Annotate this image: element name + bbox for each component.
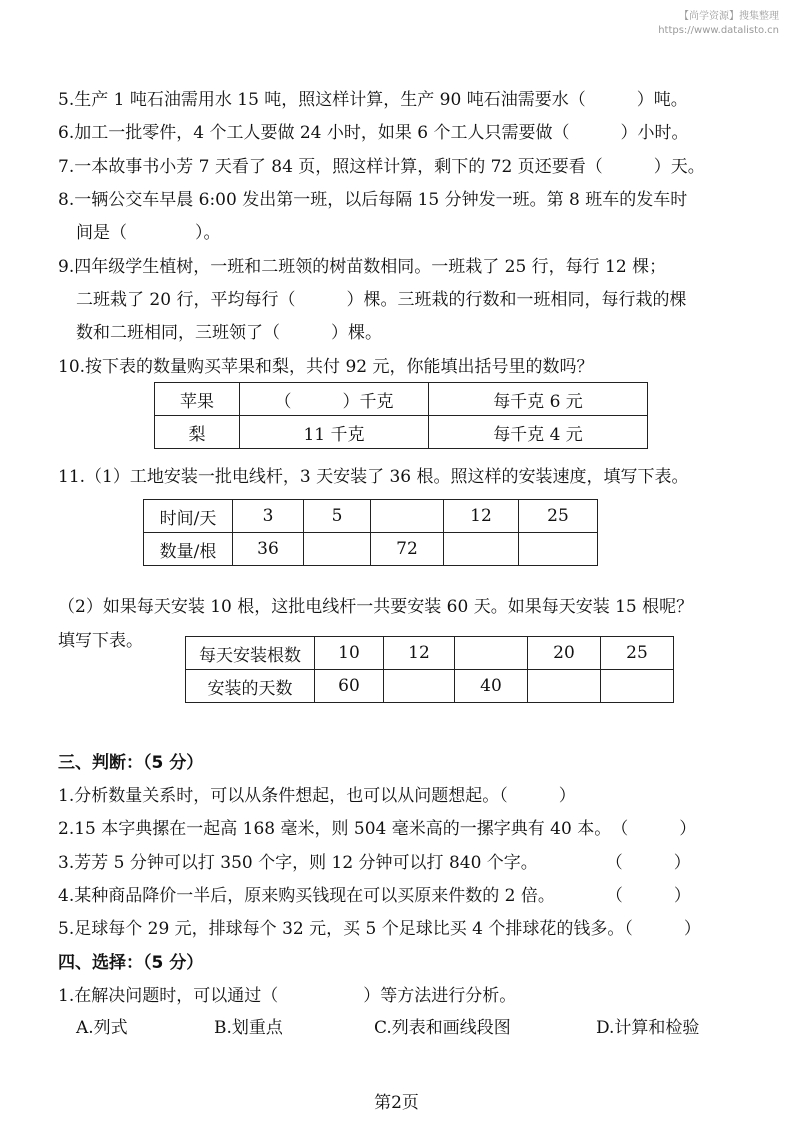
question-10: 10.按下表的数量购买苹果和梨，共付 92 元，你能填出括号里的数吗？: [58, 357, 594, 377]
question-6: 6.加工一批零件，4 个工人要做 24 小时，如果 6 个工人只需要做（ ）小时。: [58, 123, 689, 143]
option-b[interactable]: B.划重点: [214, 1018, 283, 1038]
table-cell: 梨: [155, 416, 240, 449]
table-row: [144, 500, 598, 533]
install-days-table: [185, 636, 674, 703]
table-cell: 5: [304, 500, 371, 533]
watermark-line1: 【尚学资源】搜集整理: [679, 11, 779, 22]
table-cell: 时间/天: [144, 500, 233, 533]
install-time-table: [143, 499, 598, 566]
table-cell: 苹果: [155, 383, 240, 416]
question-8-line2: 间是（ ）。: [76, 223, 221, 243]
watermark: [589, 10, 779, 38]
question-8-line1: 8.一辆公交车早晨 6:00 发出第一班，以后每隔 15 分钟发一班。第 8 班车的发车时: [58, 190, 688, 210]
table-row: [144, 533, 598, 566]
table-cell[interactable]: [455, 637, 528, 670]
table-cell[interactable]: [384, 670, 455, 703]
question-5: 5.生产 1 吨石油需用水 15 吨，照这样计算，生产 90 吨石油需要水（ ）吨。: [58, 90, 688, 110]
table-cell[interactable]: [304, 533, 371, 566]
judge-item-5: 5.足球每个 29 元，排球每个 32 元，买 5 个足球比买 4 个排球花的钱多。（ ）: [58, 919, 701, 939]
page-number: 第2页: [374, 1093, 419, 1113]
table-cell: 25: [519, 500, 598, 533]
watermark-line2: https://www.datalisto.cn: [658, 25, 779, 36]
question-7: 7.一本故事书小芳 7 天看了 84 页，照这样计算，剩下的 72 页还要看（ ）天。: [58, 157, 705, 177]
table-cell: 12: [444, 500, 519, 533]
judge-item-2: 2.15 本字典摞在一起高 168 毫米，则 504 毫米高的一摞字典有 40 本。 （ ）: [58, 819, 697, 839]
table-cell: 36: [233, 533, 304, 566]
table-cell: 12: [384, 637, 455, 670]
judge-item-3: 3.芳芳 5 分钟可以打 350 个字，则 12 分钟可以打 840 个字。 （ ）: [58, 853, 691, 873]
table-cell: 40: [455, 670, 528, 703]
table-cell: 安装的天数: [186, 670, 315, 703]
judge-item-4: 4.某种商品降价一半后，原来购买钱现在可以买原来件数的 2 倍。 （ ）: [58, 886, 691, 906]
table-cell: 数量/根: [144, 533, 233, 566]
option-a[interactable]: A.列式: [76, 1018, 128, 1038]
table-cell[interactable]: [444, 533, 519, 566]
table-cell: 3: [233, 500, 304, 533]
table-cell: 10: [315, 637, 384, 670]
table-cell[interactable]: [528, 670, 601, 703]
table-cell[interactable]: （ ）千克: [240, 383, 429, 416]
section-4-heading: 四、选择：（5 分）: [58, 953, 204, 973]
section-3-heading: 三、判断：（5 分）: [58, 753, 204, 773]
question-9-line3: 数和二班相同，三班领了（ ）棵。: [76, 323, 382, 343]
option-c[interactable]: C.列表和画线段图: [374, 1018, 511, 1038]
question-11-part1: 11.（1）工地安装一批电线杆，3 天安装了 36 根。照这样的安装速度，填写下表。: [58, 467, 689, 487]
choice-question-1: 1.在解决问题时，可以通过（ ）等方法进行分析。: [58, 986, 517, 1006]
question-11-part2-line1: （2）如果每天安装 10 根，这批电线杆一共要安装 60 天。如果每天安装 15 根呢？: [58, 597, 694, 617]
table-cell: 每千克 6 元: [429, 383, 648, 416]
table-cell: 每天安装根数: [186, 637, 315, 670]
option-d[interactable]: D.计算和检验: [596, 1018, 700, 1038]
table-cell: 60: [315, 670, 384, 703]
judge-item-1: 1.分析数量关系时，可以从条件想起，也可以从问题想起。（ ）: [58, 786, 576, 806]
table-cell: 11 千克: [240, 416, 429, 449]
fruit-table: [154, 382, 648, 449]
table-cell: 72: [371, 533, 444, 566]
question-9-line2: 二班栽了 20 行，平均每行（ ）棵。三班栽的行数和一班相同，每行栽的棵: [76, 290, 687, 310]
table-cell[interactable]: [371, 500, 444, 533]
table-cell[interactable]: [519, 533, 598, 566]
table-row: [186, 670, 674, 703]
table-cell: 每千克 4 元: [429, 416, 648, 449]
table-cell[interactable]: [601, 670, 674, 703]
table-row: [155, 383, 648, 416]
table-row: [186, 637, 674, 670]
question-9-line1: 9.四年级学生植树，一班和二班领的树苗数相同。一班栽了 25 行，每行 12 棵；: [58, 257, 667, 277]
table-row: [155, 416, 648, 449]
table-cell: 25: [601, 637, 674, 670]
question-11-part2-line2: 填写下表。: [58, 631, 143, 651]
table-cell: 20: [528, 637, 601, 670]
